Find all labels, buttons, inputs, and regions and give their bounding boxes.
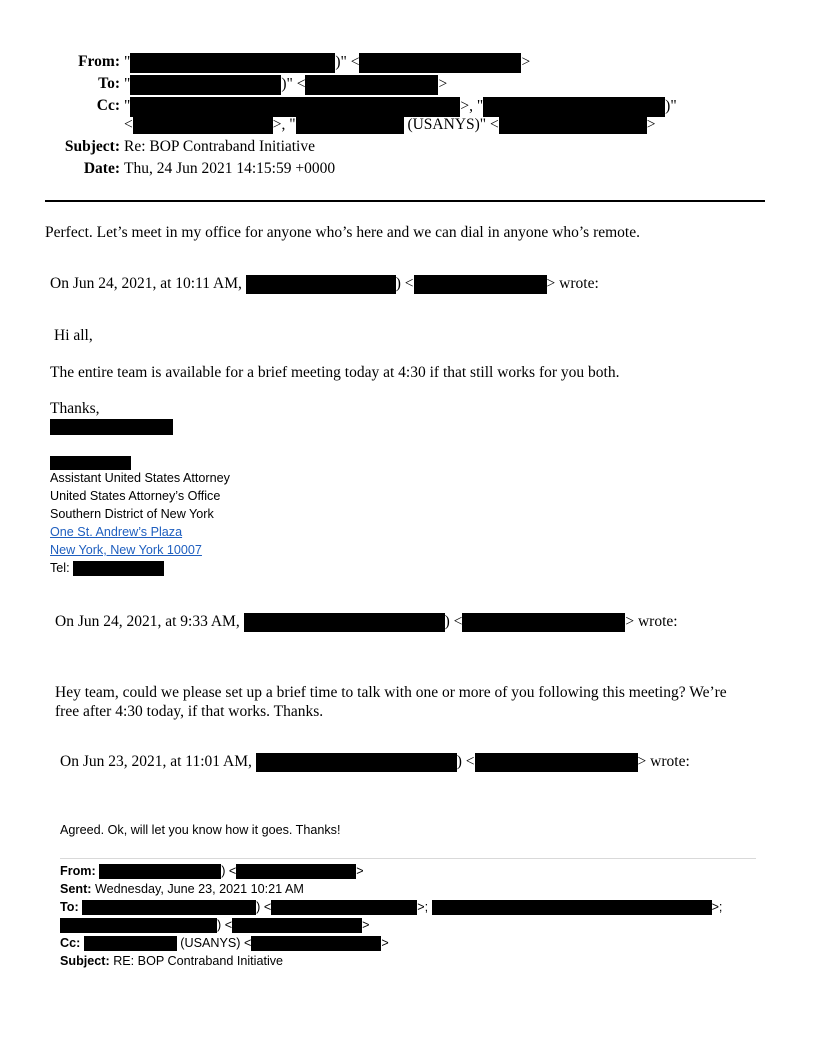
redacted-block — [232, 918, 362, 933]
cc-end: > — [646, 116, 656, 133]
header-cc-row-2 — [124, 116, 656, 134]
redacted-block — [296, 116, 404, 134]
fwd-cc-row — [60, 936, 389, 951]
redacted-block — [246, 275, 396, 294]
quote-date: On Jun 24, 2021, at 9:33 AM, — [55, 613, 240, 631]
date-text: Thu, 24 Jun 2021 14:15:59 +0000 — [124, 160, 336, 177]
quote-header-2 — [55, 613, 678, 632]
redacted-block — [99, 864, 221, 879]
quote-separator: ) < — [444, 613, 463, 631]
greeting: Hi all, — [54, 327, 93, 344]
redacted-signature-name — [50, 418, 173, 436]
request-line-1: Hey team, could we please set up a brief time to talk with one or more of you following this meeting? We’re — [55, 684, 727, 701]
fwd-end: >; — [711, 900, 723, 914]
quote-header-1 — [50, 275, 599, 294]
header-from-row — [0, 53, 816, 73]
redacted-block — [432, 900, 712, 915]
fwd-separator: ) < — [221, 864, 237, 878]
header-divider — [45, 200, 765, 202]
fwd-separator: ) < — [217, 918, 233, 932]
tel-label: Tel: — [50, 561, 70, 575]
subject-text: Re: BOP Contraband Initiative — [124, 138, 315, 155]
fwd-sent-label: Sent: — [60, 882, 92, 896]
reply-text: Perfect. Let’s meet in my office for anyone who’s here and we can dial in anyone who’s remote. — [45, 224, 640, 241]
redacted-block — [130, 97, 460, 117]
header-cc-row — [0, 97, 816, 117]
fwd-subject-row — [60, 954, 283, 968]
signature-office: United States Attorney’s Office — [50, 489, 221, 503]
fwd-sent-value: Wednesday, June 23, 2021 10:21 AM — [94, 882, 304, 896]
redacted-block — [60, 918, 217, 933]
signature-address-1-wrap — [50, 525, 182, 539]
redacted-block — [359, 53, 521, 73]
fwd-from-label: From: — [60, 864, 96, 878]
cc-label: Cc: — [96, 97, 120, 114]
signature-address-2-wrap — [50, 543, 202, 557]
redacted-block — [305, 75, 438, 95]
fwd-cc-usanys: (USANYS) < — [180, 936, 252, 950]
redacted-block — [50, 419, 173, 435]
redacted-block — [256, 753, 457, 772]
subject-label: Subject: — [64, 138, 120, 155]
header-to-row — [0, 75, 816, 95]
fwd-end: > — [356, 864, 364, 878]
quote-date: On Jun 24, 2021, at 10:11 AM, — [50, 275, 242, 293]
cc-separator: >, " — [460, 97, 484, 115]
redacted-block — [133, 116, 273, 134]
quote-date: On Jun 23, 2021, at 11:01 AM, — [60, 753, 252, 771]
fwd-to-row-2 — [60, 918, 369, 933]
signature-district: Southern District of New York — [50, 507, 214, 521]
from-separator: )" < — [335, 53, 360, 71]
redacted-block — [84, 936, 177, 951]
to-separator: )" < — [281, 75, 306, 93]
to-quote: " — [124, 75, 131, 93]
cc-usanys: (USANYS)" < — [407, 116, 499, 133]
fwd-end: > — [362, 918, 370, 932]
redacted-block — [130, 53, 335, 73]
cc-end: )" — [665, 97, 677, 115]
header-subject-row — [0, 138, 816, 158]
quote-wrote: > wrote: — [625, 613, 678, 631]
redacted-signature-name-2 — [50, 454, 131, 472]
header-date-row — [0, 160, 816, 180]
request-line-2: free after 4:30 today, if that works. Thanks. — [55, 703, 324, 720]
redacted-block — [244, 613, 445, 632]
fwd-from-row — [60, 864, 364, 879]
fwd-subject-value: RE: BOP Contraband Initiative — [113, 954, 284, 968]
redacted-block — [414, 275, 547, 294]
signature-tel — [50, 561, 164, 576]
cc-bracket: < — [124, 116, 133, 133]
cc-separator: >, " — [272, 116, 296, 133]
to-end: > — [438, 75, 448, 93]
fwd-cc-label: Cc: — [60, 936, 81, 950]
from-quote: " — [124, 53, 131, 71]
redacted-block — [50, 456, 131, 470]
date-label: Date: — [83, 160, 120, 177]
cc-quote: " — [124, 97, 131, 115]
redacted-block — [462, 613, 625, 632]
forward-divider — [60, 858, 756, 859]
redacted-block — [236, 864, 356, 879]
fwd-separator: ) < — [256, 900, 272, 914]
quote-wrote: > wrote: — [546, 275, 599, 293]
redacted-block — [251, 936, 381, 951]
quote-separator: ) < — [395, 275, 414, 293]
thanks-text: Thanks, — [50, 400, 100, 417]
redacted-block — [499, 116, 647, 134]
fwd-to-row — [60, 900, 722, 915]
redacted-block — [483, 97, 665, 117]
from-end: > — [521, 53, 531, 71]
fwd-subject-label: Subject: — [60, 954, 110, 968]
redacted-block — [82, 900, 256, 915]
fwd-sent-row — [60, 882, 304, 896]
redacted-block — [475, 753, 638, 772]
redacted-block — [271, 900, 417, 915]
quote-header-3 — [60, 753, 690, 772]
availability-text: The entire team is available for a brief meeting today at 4:30 if that still works for you both. — [50, 364, 620, 381]
from-label: From: — [78, 53, 120, 70]
agreed-text: Agreed. Ok, will let you know how it goes. Thanks! — [60, 823, 341, 837]
address-link-1[interactable]: One St. Andrew’s Plaza — [50, 525, 183, 539]
redacted-block — [73, 561, 164, 576]
quote-separator: ) < — [456, 753, 475, 771]
redacted-block — [130, 75, 281, 95]
signature-title: Assistant United States Attorney — [50, 471, 230, 485]
quote-wrote: > wrote: — [637, 753, 690, 771]
fwd-end: > — [381, 936, 389, 950]
to-label: To: — [98, 75, 120, 92]
fwd-to-label: To: — [60, 900, 79, 914]
address-link-2[interactable]: New York, New York 10007 — [50, 543, 202, 557]
fwd-separator: >; — [417, 900, 429, 914]
